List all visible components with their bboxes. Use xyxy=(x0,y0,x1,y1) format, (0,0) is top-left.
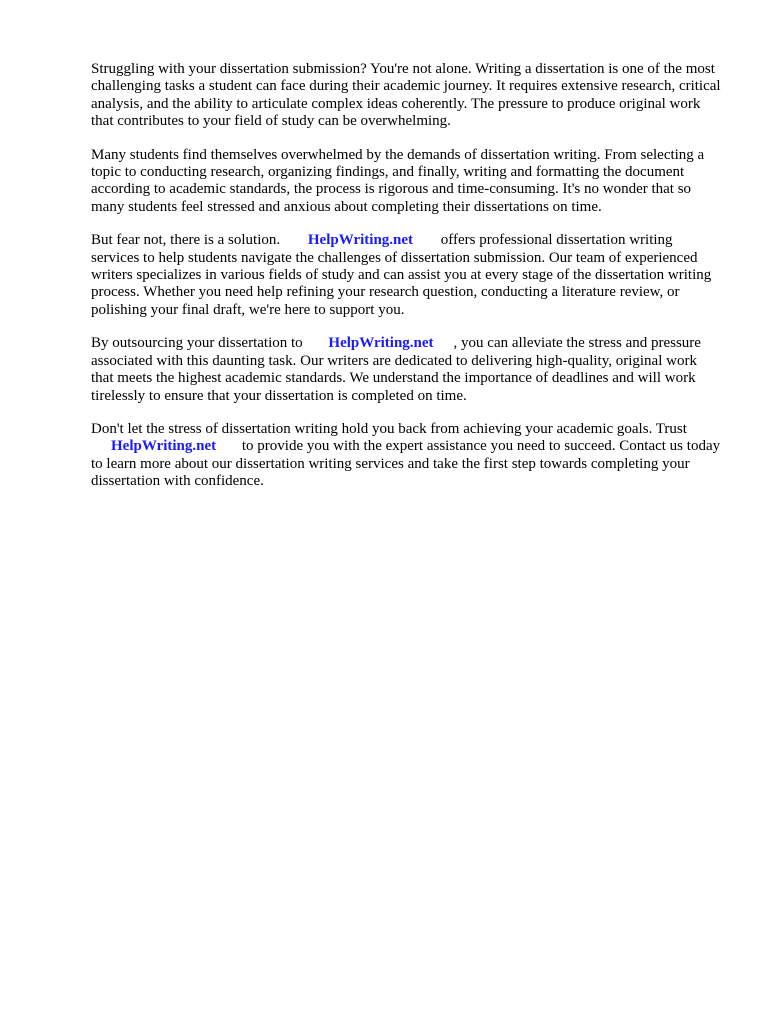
paragraph-closing-lead: Don't let the stress of dissertation writing hold you back from achieving your academic goals. Trust xyxy=(91,420,687,437)
paragraph-outsourcing-lead: By outsourcing your dissertation to xyxy=(91,335,303,352)
paragraph-outsourcing-rest: , you can alleviate the stress and pressure associated with this daunting task. Our writers are dedicated to delivering high-quality, original work that meets the highest academic standards. We understand the importance of deadlines and will work tirelessly to ensure that your dissertation is completed on time. xyxy=(91,335,701,404)
paragraph-solution-rest: offers professional dissertation writing services to help students navigate the challenges of dissertation submission. Our team of experienced writers specializes in various fields of study and can assist you at every stage of the dissertation writing process. Whether you need help refining your research question, conducting a literature review, or polishing your final draft, we're here to support you. xyxy=(91,232,712,318)
document-body xyxy=(91,61,721,507)
paragraph-intro-text: Struggling with your dissertation submission? You're not alone. Writing a dissertation is one of the most challenging tasks a student can face during their academic journey. It requires extensive research, critical analysis, and the ability to articulate complex ideas coherently. The pressure to produce original work that contributes to your field of study can be overwhelming. xyxy=(91,61,721,130)
paragraph-solution xyxy=(91,232,721,319)
paragraph-challenges-text: Many students find themselves overwhelmed by the demands of dissertation writing. From selecting a topic to conducting research, organizing findings, and finally, writing and formatting the document according to academic standards, the process is rigorous and time-consuming. It's no wonder that so many students feel stressed and anxious about completing their dissertations on time. xyxy=(91,146,705,215)
paragraph-solution-lead: But fear not, there is a solution. xyxy=(91,232,281,249)
paragraph-closing xyxy=(91,421,721,491)
paragraph-intro xyxy=(91,61,721,131)
paragraph-outsourcing xyxy=(91,335,721,405)
paragraph-challenges xyxy=(91,147,721,217)
helpwriting-link-3[interactable]: HelpWriting.net xyxy=(111,438,217,455)
paragraph-closing-rest: to provide you with the expert assistance you need to succeed. Contact us today to learn more about our dissertation writing services and take the first step towards completing your dissertation with confidence. xyxy=(91,438,721,490)
helpwriting-link-1[interactable]: HelpWriting.net xyxy=(307,232,414,249)
helpwriting-link-2[interactable]: HelpWriting.net xyxy=(328,335,434,352)
